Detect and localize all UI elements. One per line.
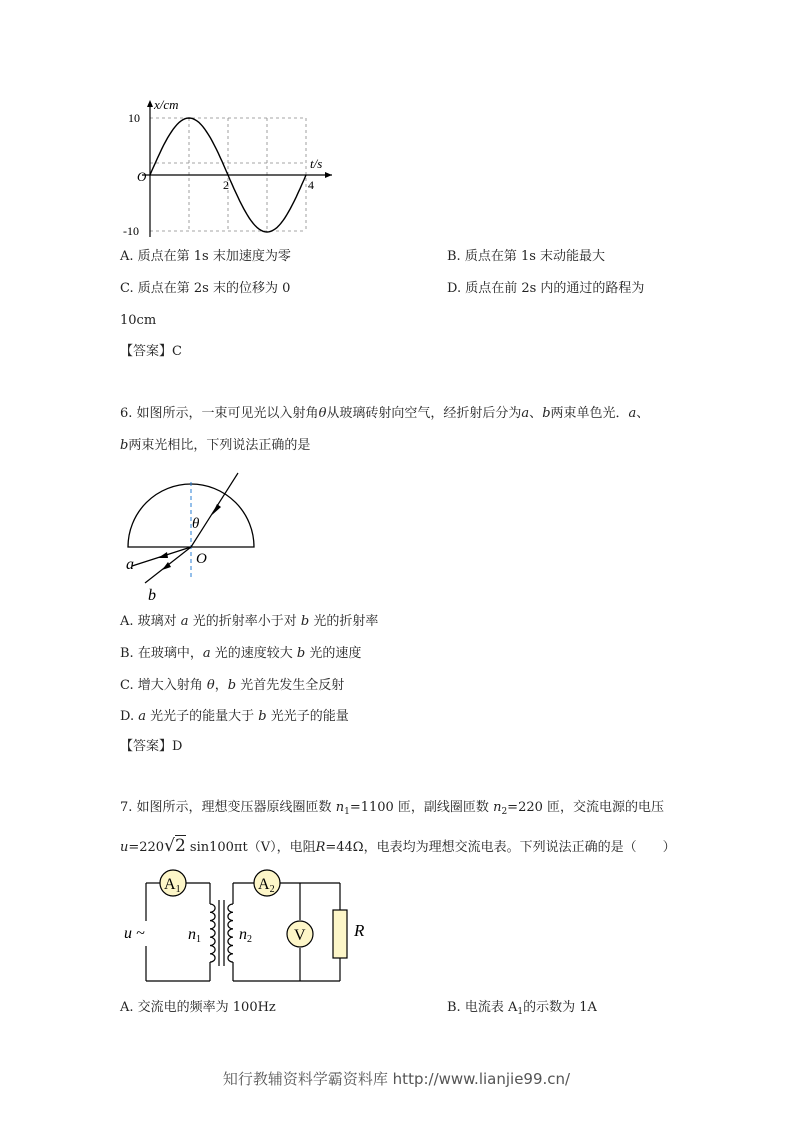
y-tick-neg10: -10	[123, 224, 139, 238]
q6-stem-line2	[120, 438, 310, 454]
q7-stem-text: sin100πt（V），电阻	[189, 840, 316, 855]
glass-semicircle	[128, 484, 254, 547]
q7-option-a: A. 交流电的频率为 100Hz	[120, 1000, 276, 1015]
footer-watermark: 知行教辅资料学霸资料库 http://www.lianjie99.cn/	[222, 1070, 571, 1088]
light-a: a	[521, 406, 530, 421]
option-text: ，	[214, 678, 228, 693]
resistor-r	[333, 910, 347, 958]
semicircle-glass-figure	[120, 470, 280, 605]
incident-arrow	[212, 504, 221, 515]
secondary-coil	[228, 904, 233, 962]
n-symbol: n	[493, 800, 502, 815]
point-o-label: O	[196, 551, 207, 567]
option-text: 光的折射率小于对	[192, 614, 297, 629]
light-b: b	[542, 406, 551, 421]
question-number: 6.	[120, 406, 133, 421]
x-tick-4: 4	[308, 178, 314, 192]
source-label: u ~	[124, 925, 145, 942]
theta-symbol: θ	[206, 678, 215, 693]
ammeter-a1-label: A1	[164, 876, 181, 895]
q6-option-a	[120, 614, 378, 630]
q7-stem-text: =220 匝，交流电源的电压	[507, 800, 665, 815]
light-b: b	[258, 709, 267, 724]
light-a: a	[138, 709, 146, 724]
ray-a-label: a	[126, 556, 134, 573]
y-tick-10: 10	[128, 111, 140, 125]
displacement-time-graph	[120, 92, 340, 242]
resistor-label: R	[354, 921, 365, 940]
question-number: 7.	[120, 800, 133, 815]
q7-stem-line1	[120, 800, 664, 820]
q6-option-c	[120, 678, 344, 694]
q5-option-b: B. 质点在第 1s 末动能最大	[447, 249, 606, 264]
u-symbol: u	[120, 840, 129, 855]
q5-option-c: C. 质点在第 2s 末的位移为 0	[120, 281, 291, 296]
q7-stem-text: =220	[128, 840, 165, 855]
light-a: a	[628, 406, 637, 421]
subscript: 2	[501, 807, 508, 817]
x-axis-label: t/s	[310, 156, 323, 171]
q6-stem-text: 从玻璃砖射向空气，经折射后分为	[326, 406, 522, 421]
q7-stem-text: 如图所示，理想变压器原线圈匝数	[136, 800, 332, 815]
y-axis-label: x/cm	[154, 97, 179, 112]
option-text: 光光子的能量	[270, 709, 349, 724]
y-axis-arrow	[147, 100, 153, 107]
q6-stem-text: 、	[636, 406, 650, 421]
light-b: b	[300, 614, 310, 629]
option-text: 光光子的能量大于	[150, 709, 255, 724]
q5-option-d-continued: 10cm	[120, 313, 157, 328]
q6-stem-text: 如图所示，一束可见光以入射角	[136, 406, 319, 421]
theta-label: θ	[192, 516, 200, 532]
subscript: 1	[344, 807, 350, 817]
transformer-circuit-figure	[118, 866, 378, 986]
option-text: D.	[120, 709, 139, 724]
r-symbol: R	[315, 840, 326, 855]
q7-stem-text: =1100 匝，副线圈匝数	[349, 800, 489, 815]
option-text: B. 在玻璃中，	[120, 646, 203, 661]
ray-b-label: b	[148, 587, 156, 604]
q7-stem-line2	[120, 836, 676, 856]
n-symbol: n	[335, 800, 345, 815]
q6-stem-text: 、	[529, 406, 543, 421]
q6-option-b	[120, 646, 361, 662]
ammeter-a2-label: A2	[258, 876, 275, 895]
q7-option-b	[447, 1000, 597, 1020]
q6-answer: 【答案】D	[120, 739, 183, 754]
option-text: C. 增大入射角	[120, 678, 203, 693]
option-text: 光首先发生全反射	[240, 678, 345, 693]
sqrt-radicand: 2	[174, 836, 186, 856]
light-b: b	[227, 678, 237, 693]
option-text: B. 电流表 A	[447, 1000, 518, 1015]
option-text: 光的速度较大	[214, 646, 293, 661]
light-b: b	[296, 646, 306, 661]
q6-stem-text: 两束光相比，下列说法正确的是	[128, 438, 311, 453]
option-text: 的示数为 1A	[523, 1000, 597, 1015]
q5-option-a: A. 质点在第 1s 末加速度为零	[120, 249, 291, 264]
q5-option-d: D. 质点在前 2s 内的通过的路程为	[447, 281, 645, 296]
x-axis-arrow	[325, 172, 332, 178]
sqrt-sign: √	[164, 836, 175, 856]
origin-label: O	[137, 169, 147, 184]
option-text: A. 玻璃对	[120, 614, 177, 629]
light-b: b	[120, 438, 129, 453]
option-text: 光的折射率	[313, 614, 379, 629]
voltmeter-label: V	[294, 927, 306, 944]
q6-stem-line1	[120, 406, 649, 422]
n2-label: n2	[239, 926, 252, 945]
x-tick-2: 2	[223, 178, 229, 192]
light-a: a	[202, 646, 211, 661]
q7-stem-text: =44Ω，电表均为理想交流电表。下列说法正确的是（ ）	[325, 840, 676, 855]
q6-stem-text: 两束单色光．	[550, 406, 629, 421]
q5-answer: 【答案】C	[120, 344, 182, 359]
option-text: 光的速度	[309, 646, 362, 661]
ray-a-arrow	[158, 552, 168, 558]
q6-option-d	[120, 709, 349, 725]
theta-symbol: θ	[318, 406, 327, 421]
subscript: 1	[517, 1007, 524, 1017]
n1-label: n1	[188, 926, 201, 945]
primary-coil	[210, 904, 215, 962]
light-a: a	[180, 614, 189, 629]
